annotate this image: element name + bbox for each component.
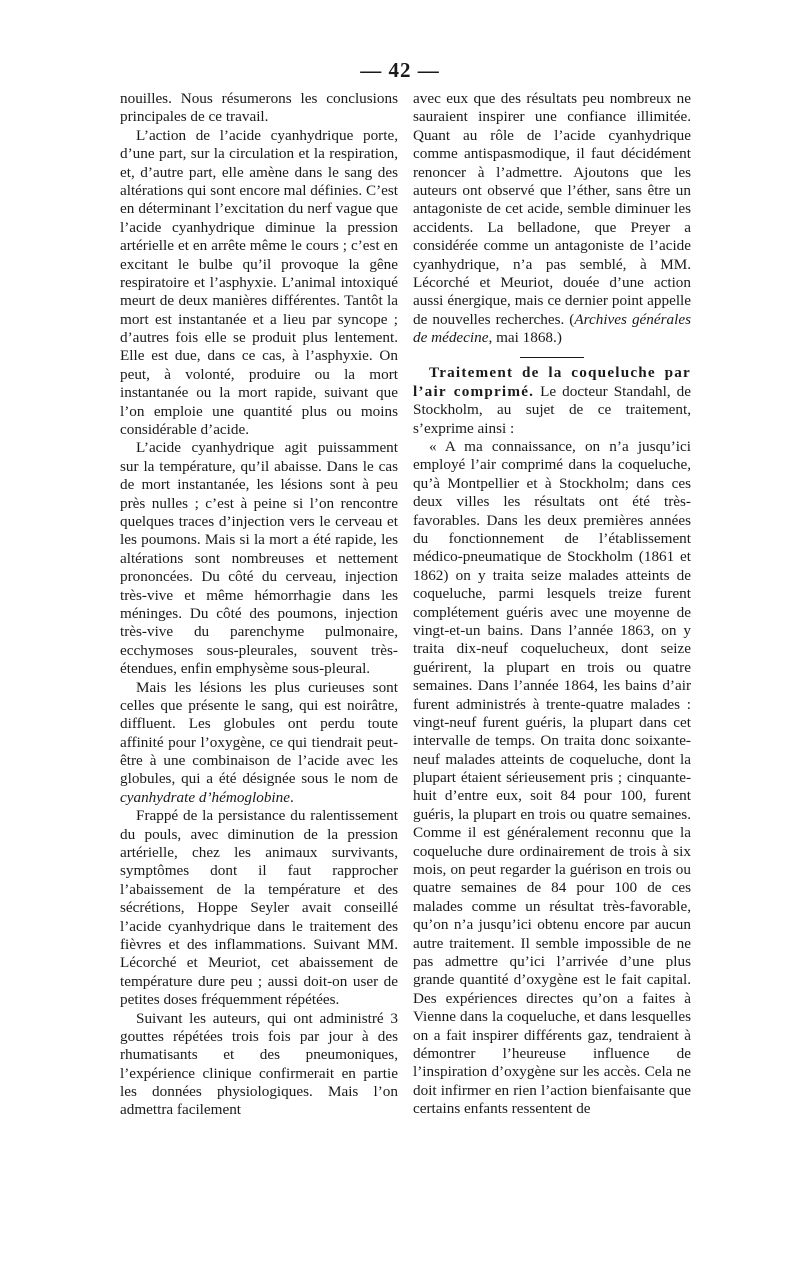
- citation-date: , mai 1868.): [488, 329, 562, 347]
- citation-journal: Archives générales de médecine: [413, 310, 691, 347]
- paragraph-antispasmodic: [413, 90, 691, 347]
- cyanhydrate-term: cyanhydrate d’hémoglobine: [120, 788, 290, 806]
- antispasmodic-text: avec eux que des résultats peu nombreux ne sauraient inspirer une confiance illimitée. Quant au rôle de l’acide cyanhydrique comme antispasmodique, il faut décidément renoncer à l’admettre. Ajoutons que les auteurs ont observé que l’éther, sans être un antagoniste de cet acide, semble diminuer les accidents. La belladone, que Preyer a considérée comme un antagoniste de l’acide cyanhydrique, n’a pas semblé, à MM. Lécorché et Meuriot, douée d’une action aussi énergique, mais ce dernier point appelle de nouvelles recherches. (: [413, 90, 691, 328]
- left-column: [120, 90, 398, 1120]
- section-intro-text: Le docteur Standahl, de Stockholm, au sujet de ce traitement, s’exprime ainsi :: [413, 382, 692, 437]
- paragraph-blood-lesions: [120, 679, 398, 808]
- paragraph-standahl-quote: « A ma connaissance, on n’a jusqu’ici employé l’air comprimé dans la coqueluche, qu’à Montpellier et à Stockholm; dans ces deux villes les résultats ont été très-favorables. Dans les deux premières années du fonctionnement de l’établissement médico-pneumatique de Stockholm (1861 et 1862) on y traita seize malades atteints de coqueluche, parmi lesquels treize furent complétement guéris avec une moyenne de vingt-et-un bains. Dans l’année 1863, on y traita dix-neuf coquelucheux, dont seize guérirent, la plupart en trois ou quatre semaines. Dans l’année 1864, les bains d’air furent administrés à trente-quatre malades : vingt-neuf furent guéris, la plupart dans cet intervalle de temps. On traita donc soixante-neuf malades atteints de coqueluche, dont la plupart étaient sérieusement pris ; cinquante-huit d’entre eux, soit 84 pour 100, furent guéris, la plupart en trois ou quatre semaines. Comme il est généralement reconnu que la coqueluche dure ordinairement de trois à six mois, on peut regarder la guérison en trois ou quatre semaines de 84 pour 100 de ces malades comme un résultat très-favorable, qu’on n’a jusqu’ici obtenu encore par aucun autre traitement. Il semble impossible de ne pas admettre qu’ici l’arrivée d’une plus grande quantité d’oxygène est le fait capital. Des expériences directes qu’on a faites à Vienne dans la coqueluche, et dans lesquelles on a fait inspirer différents gaz, tendraient à démontrer l’heureuse influence de l’inspiration d’oxygène sur les accès. Cela ne doit infirmer en rien l’action bienfaisante que certains enfants ressentent de: [413, 438, 691, 1118]
- section-divider: [520, 357, 584, 358]
- blood-lesions-text: Mais les lésions les plus curieuses sont celles que présente le sang, qui est noirâtre, diffluent. Les globules ont perdu toute affinité pour l’oxygène, ce qui tiendrait peut-être à une combinaison de l’acide avec les globules, qui a été désignée sous le nom de: [120, 678, 398, 788]
- paragraph-continuation: nouilles. Nous résumerons les conclusions principales de ce travail.: [120, 90, 398, 126]
- paragraph-section-intro: [413, 364, 691, 438]
- paragraph-cyanhydric-action: L’action de l’acide cyanhydrique porte, d’une part, sur la circulation et la respiration, et, d’autre part, elle amène dans le sang des altérations qui sont encore mal définies. C’est en déterminant l’excitation du nerf vague que l’acide cyanhydrique diminue la pression artérielle et en arrête même le cours ; c’est en excitant le bulbe qu’il provoque la gêne respiratoire et l’asphyxie. L’animal intoxiqué meurt de deux manières différentes. Tantôt la mort est instantanée et a lieu par syncope ; d’autres fois elle se produit plus lentement. Elle est due, dans ce cas, à l’asphyxie. On peut, à volonté, produire ou la mort instantanée ou la mort rapide, suivant que l’on emploie une quantité plus ou moins considérable d’acide.: [120, 126, 398, 439]
- paragraph-pulse-slowing: Frappé de la persistance du ralentissement du pouls, avec diminution de la pression artérielle, chez les animaux survivants, symptômes dont il faut rapprocher l’abaissement de la température et des sécrétions, Hoppe Seyler avait conseillé l’acide cyanhydrique dans le traitement des fièvres et des inflammations. Suivant MM. Lécorché et Meuriot, cet abaissement de température dure peu ; aussi doit-on user de petites doses fréquemment répétées.: [120, 807, 398, 1009]
- blood-lesions-end: .: [289, 788, 294, 806]
- right-column: [413, 90, 691, 1118]
- paragraph-authors-dosing: Suivant les auteurs, qui ont administré 3 gouttes répétées trois fois par jour à des rhumatisants et des pneumoniques, l’expérience clinique confirmerait en partie les données physiologiques. Mais l’on admettra facilement: [120, 1009, 398, 1119]
- page-number: — 42 —: [360, 58, 440, 82]
- section-title: Traitement de la coqueluche par l’air comprimé.: [413, 364, 691, 400]
- paragraph-temperature-lesions: L’acide cyanhydrique agit puissamment sur la température, qu’il abaisse. Dans le cas de mort instantanée, les lésions sont à peu près nulles ; c’est à peine si l’on rencontre quelques traces d’injection vers le cerveau et les poumons. Mais si la mort a été rapide, les altérations sont nombreuses et nettement prononcées. Du côté du cerveau, injection très-vive et même hémorrhagie dans les méninges. Du côté des poumons, injection très-vive du parenchyme pulmonaire, ecchymoses sous-pleurales, souvent très-étendues, enfin emphysème sous-pleural.: [120, 439, 398, 678]
